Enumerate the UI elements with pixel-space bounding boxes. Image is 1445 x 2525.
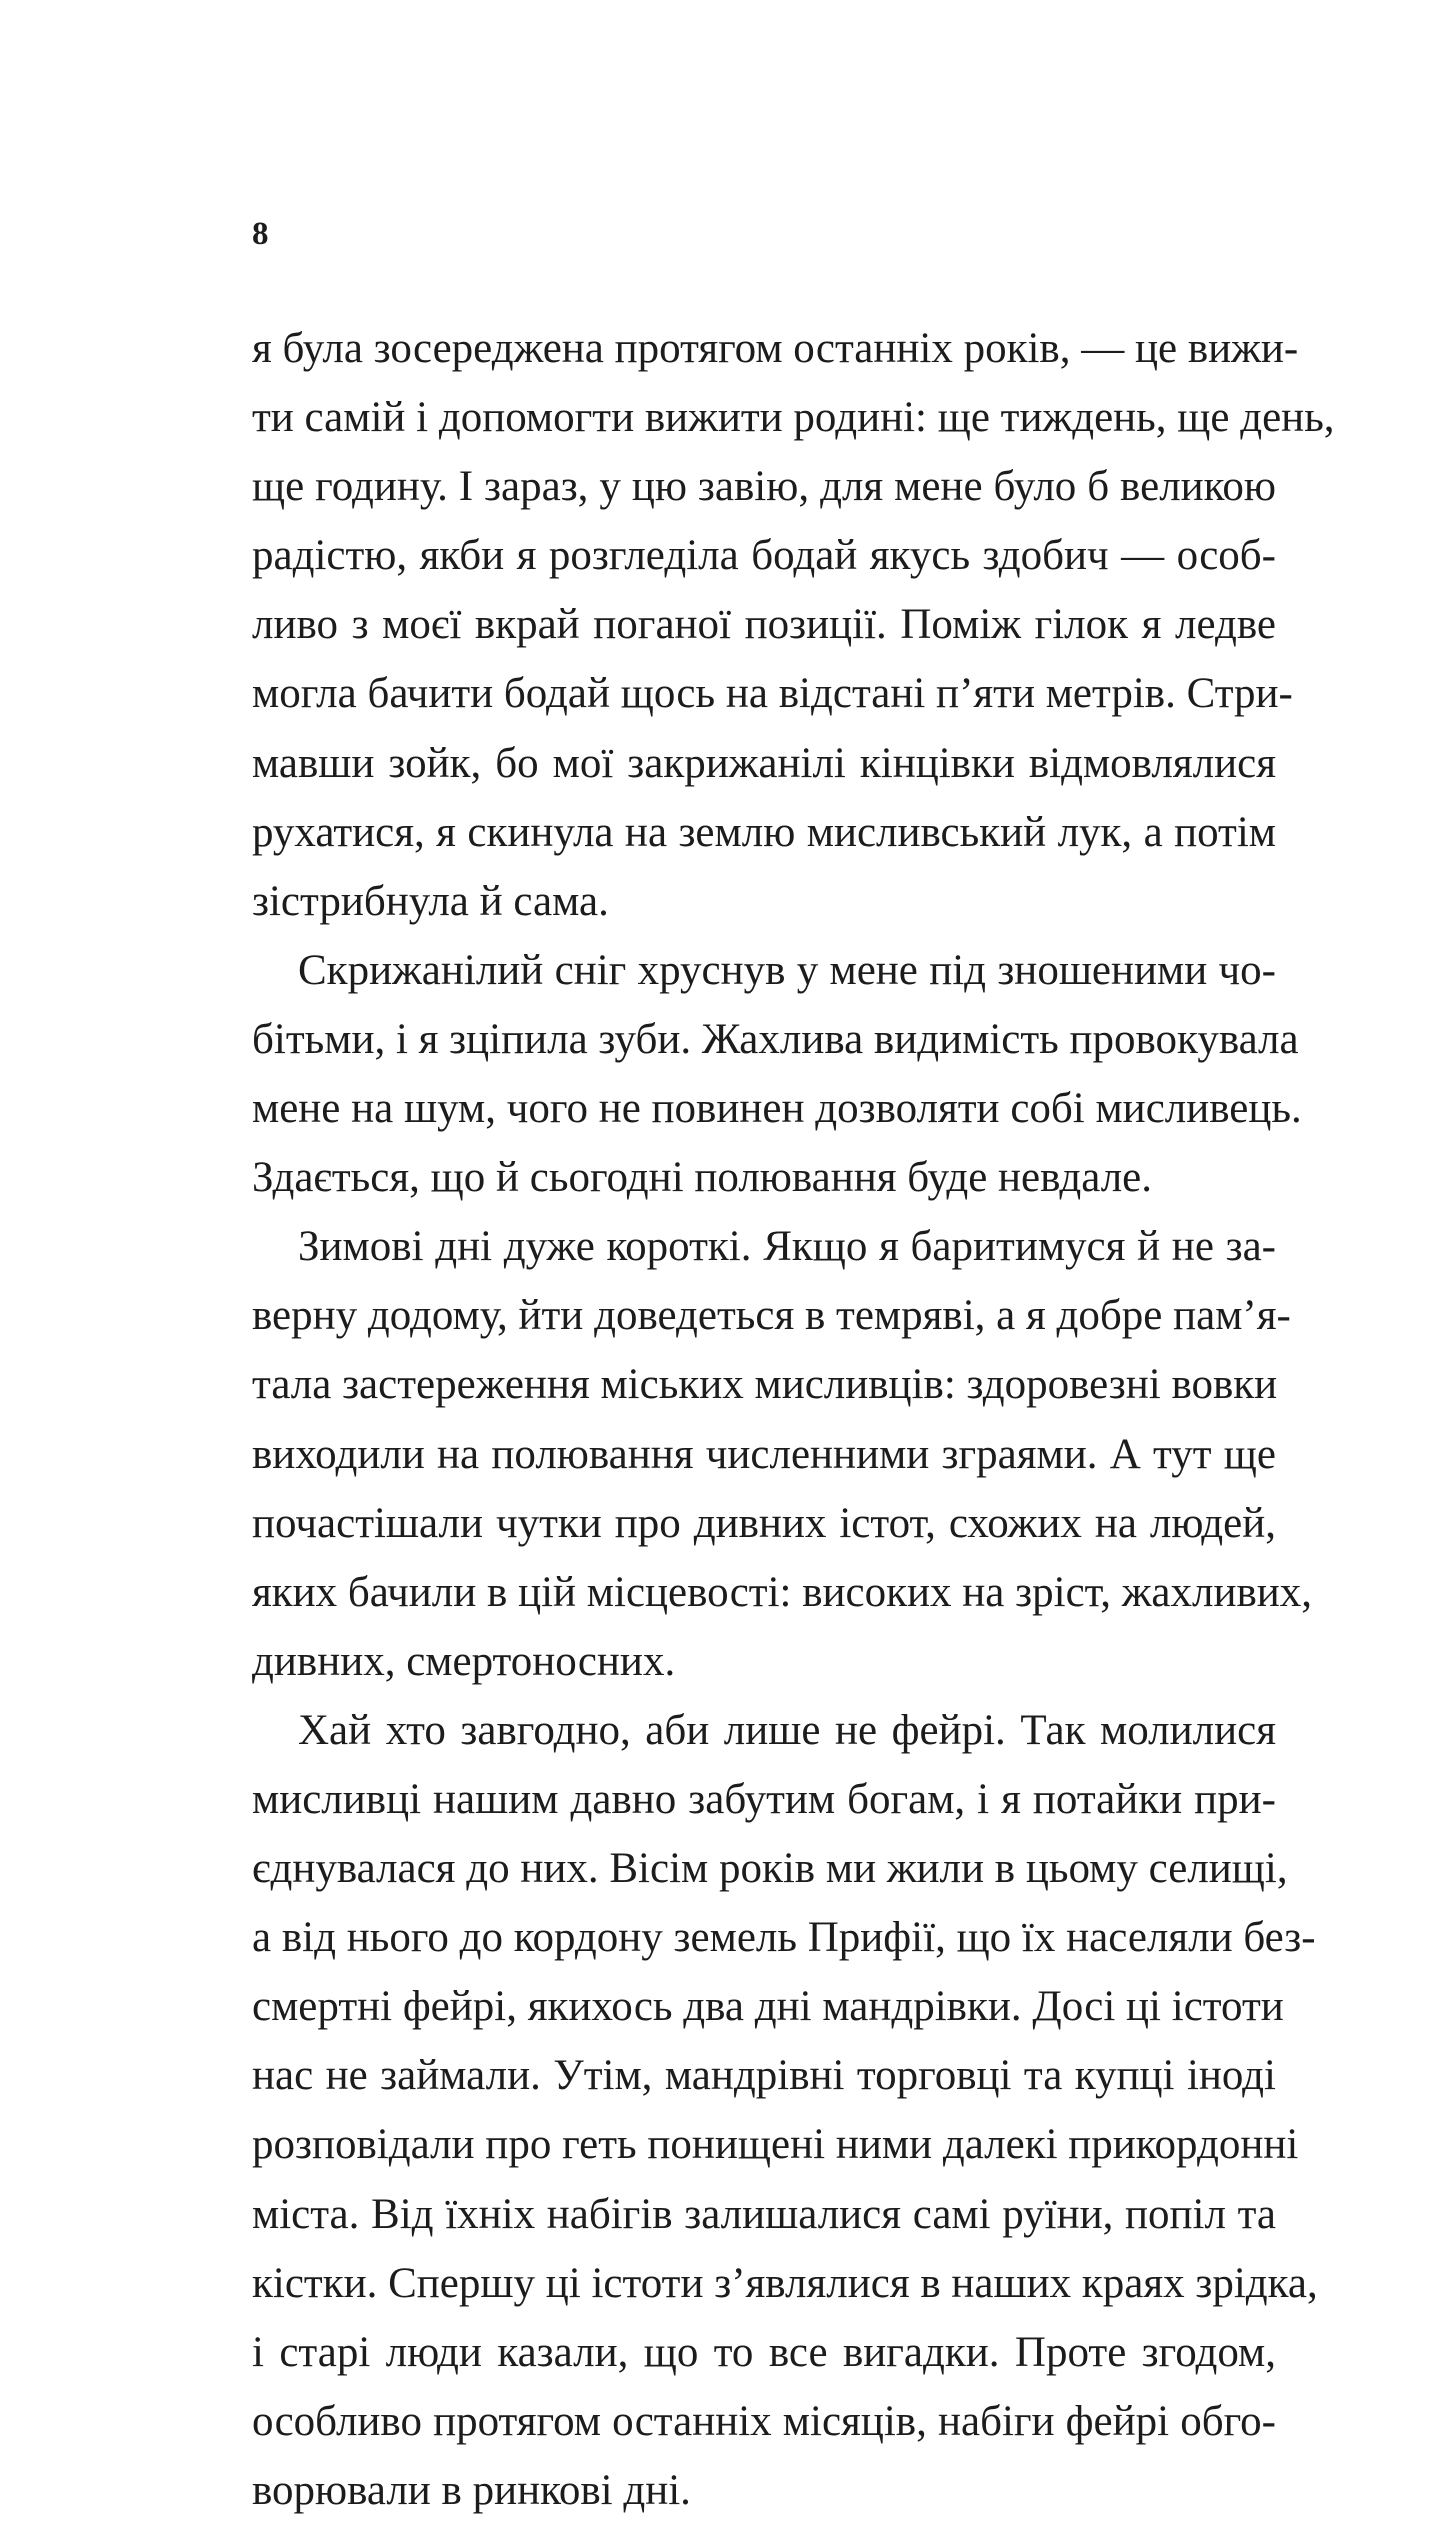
text-line: я була зосереджена протягом останніх років, — це вижи- [252,325,1299,372]
page-number: 8 [252,216,269,252]
text-line: мисливці нашим давно забутим богам, і я потайки при- [252,1775,1276,1823]
text-line: а від нього до кордону земель Прифії, що їх населяли без- [252,1914,1316,1962]
text-line: мавши зойк, бо мої закрижанілі кінцівки відмовлялися [252,739,1276,787]
text-line: виходили на полювання численними зграями. А тут ще [252,1430,1276,1478]
text-line: бітьми, і я зціпила зуби. Жахлива видимість провокувала [252,1015,1299,1063]
text-line: дивних, смертоносних. [252,1637,676,1685]
text-line: ще годину. І зараз, у цю завію, для мене було б великою [252,463,1276,511]
text-line: верну додому, йти доведеться в темряві, а я добре пам’я- [252,1292,1291,1340]
text-line: Здається, що й сьогодні полювання буде невдале. [252,1154,1152,1202]
text-line: розповідали про геть понищені ними далекі прикордонні [252,2121,1299,2169]
text-line: яких бачили в цій місцевості: високих на зріст, жахливих, [252,1568,1313,1616]
text-line: рухатися, я скинула на землю мисливський лук, а потім [252,808,1276,856]
paragraph [252,936,1302,1212]
text-line: могла бачити бодай щось на відстані п’яти метрів. Стри- [252,670,1293,718]
paragraph [252,1696,1318,2525]
text-line: міста. Від їхніх набігів залишалися самі руїни, попіл та [252,2190,1276,2238]
text-line: мене на шум, чого не повинен дозволяти собі мисливець. [252,1085,1302,1133]
text-line: смертні фейрі, якихось два дні мандрівки. Досі ці істоти [252,1983,1284,2031]
text-line: ворювали в ринкові дні. [252,2466,691,2514]
text-line: і старі люди казали, що то все вигадки. Проте згодом, [252,2328,1276,2376]
paragraph [252,1212,1313,1696]
text-line: радістю, якби я розгледіла бодай якусь здобич — особ- [252,532,1276,580]
text-line: особливо протягом останніх місяців, набіги фейрі обго- [252,2397,1276,2445]
text-line: почастішали чутки про дивних істот, схожих на людей, [252,1499,1276,1547]
text-line: ливо з моєї вкрай поганої позиції. Поміж гілок я ледве [252,601,1276,649]
text-line: єднувалася до них. Вісім років ми жили в цьому селищі, [252,1845,1288,1893]
text-line: кістки. Спершу ці істоти з’являлися в наших краях зрідка, [252,2259,1318,2307]
text-line: Хай хто завгодно, аби лише не фейрі. Так молилися [298,1706,1276,1754]
text-line: ти самій і допомогти вижити родині: ще тиждень, ще день, [252,394,1335,442]
body-text [252,314,1335,2525]
text-line: нас не займали. Утім, мандрівні торговці та купці іноді [252,2052,1276,2100]
text-line: зістрибнула й сама. [252,877,609,925]
paragraph [252,314,1335,936]
text-line: тала застереження міських мисливців: здоровезні вовки [252,1361,1278,1409]
text-line: Зимові дні дуже короткі. Якщо я баритимуся й не за- [298,1223,1276,1271]
text-line: Скрижанілий сніг хруснув у мене під зношеними чо- [298,946,1276,994]
